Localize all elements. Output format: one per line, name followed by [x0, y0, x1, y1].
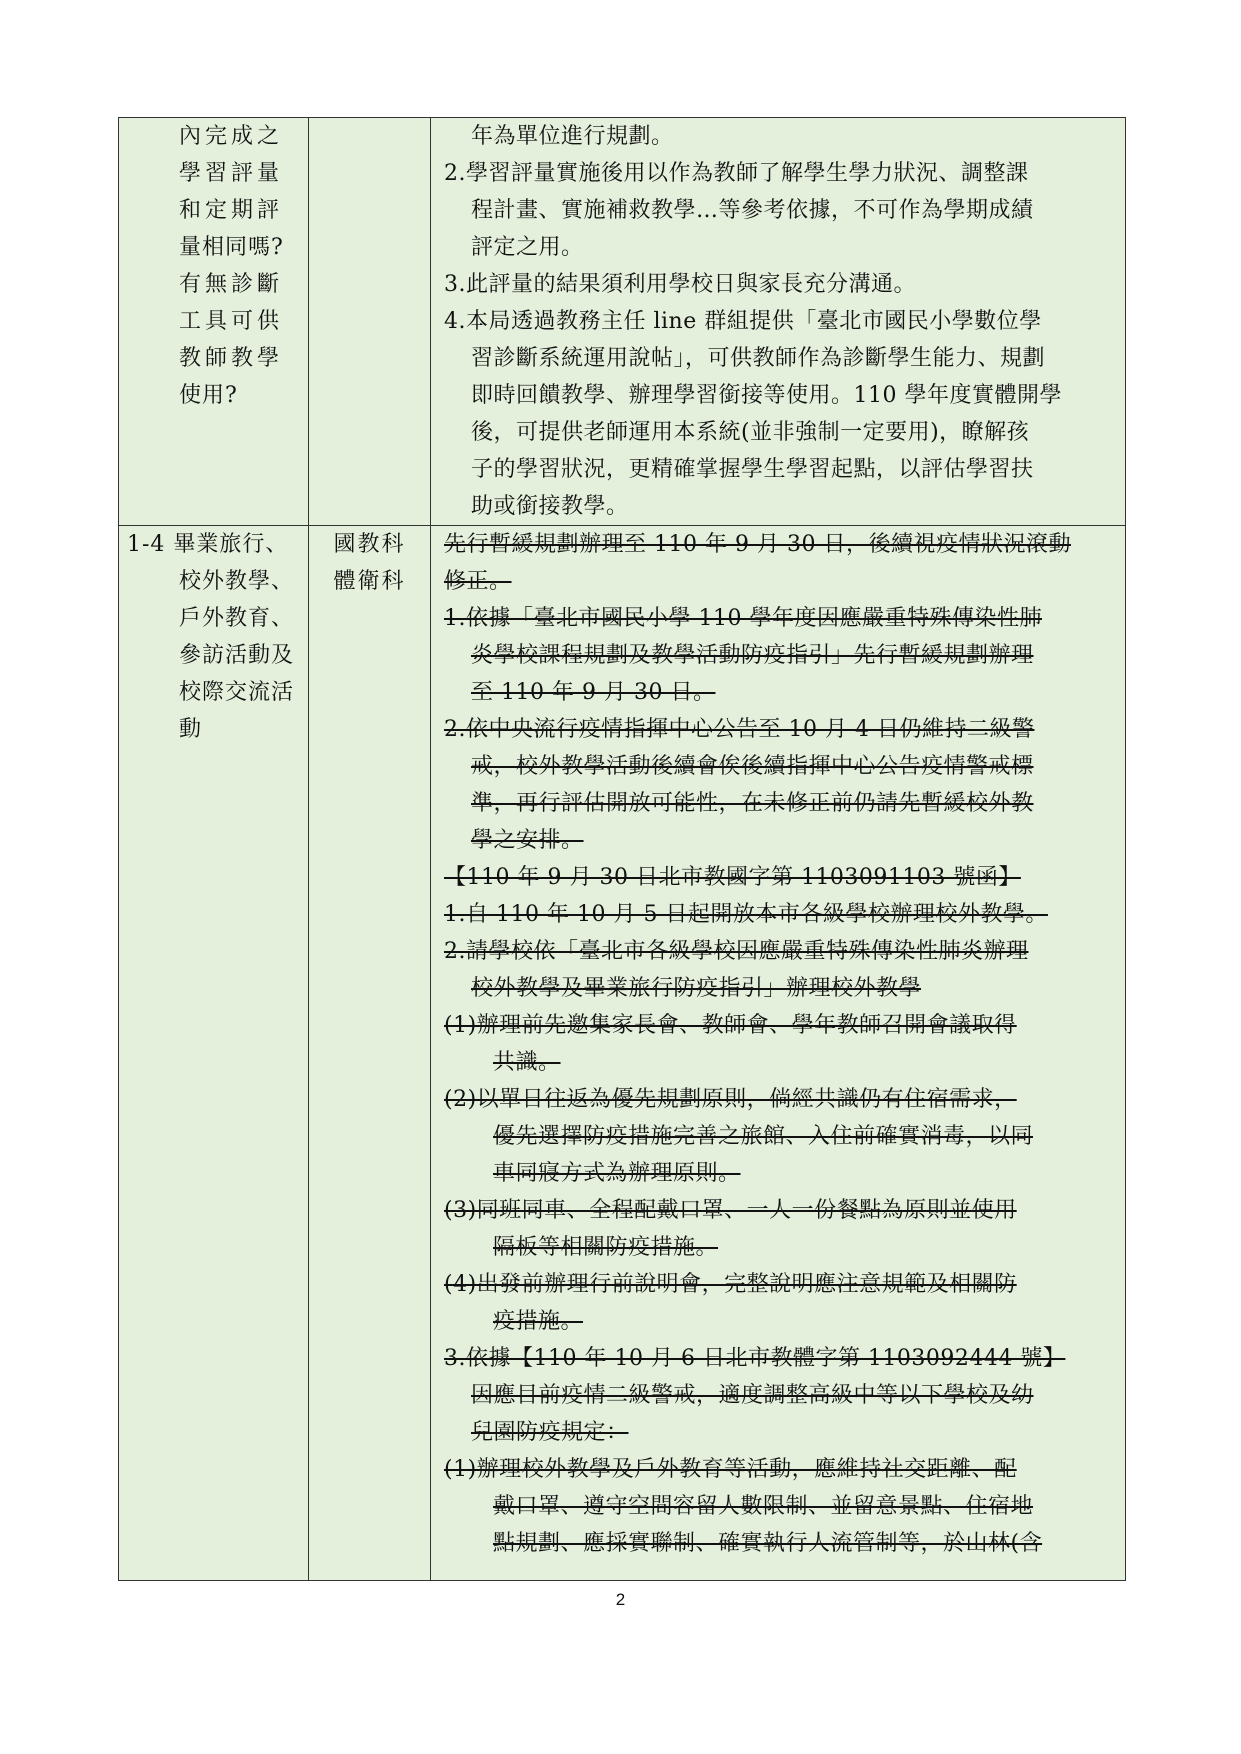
question-line: 教師教學 [179, 346, 284, 371]
answer-line: 疫措施。 [493, 1309, 584, 1334]
table-row [119, 118, 1126, 526]
question-cell [119, 526, 309, 1581]
answer-line: 1.自 110 年 10 月 5 日起開放本市各級學校辦理校外教學。 [444, 902, 1048, 927]
answer-line: 隔板等相關防疫措施。 [493, 1235, 719, 1260]
answer-line: 共識。 [493, 1050, 561, 1075]
answer-line: 準，再行評估開放可能性，在未修正前仍請先暫緩校外教 [471, 791, 1034, 816]
department-line: 體衛科 [333, 569, 406, 594]
answer-line: 車同寢方式為辦理原則。 [493, 1161, 741, 1186]
answer-line: 點規劃、應採實聯制、確實執行人流管制等，於山林(含 [493, 1531, 1043, 1556]
answer-line: 炎學校課程規劃及教學活動防疫指引」先行暫緩規劃辦理 [471, 643, 1034, 668]
answer-line: 評定之用。 [471, 235, 584, 260]
question-line: 和定期評 [179, 198, 284, 223]
question-line: 校際交流活 [179, 680, 295, 705]
answer-line: 助或銜接教學。 [471, 494, 629, 519]
question-line: 校外教學、 [179, 569, 295, 594]
question-line: 戶外教育、 [179, 606, 295, 631]
answer-line: 戒，校外教學活動後續會俟後續指揮中心公告疫情警戒標 [471, 754, 1034, 779]
answer-line: 優先選擇防疫措施完善之旅館、入住前確實消毒，以同 [493, 1124, 1034, 1149]
answer-line: 因應目前疫情二級警戒，適度調整高級中等以下學校及幼 [471, 1383, 1034, 1408]
question-cell [119, 118, 309, 526]
question-line: 動 [179, 717, 203, 742]
answer-line: 2.學習評量實施後用以作為教師了解學生學力狀況、調整課 [444, 161, 1029, 186]
answer-line: (3)同班同車、全程配戴口罩、一人一份餐點為原則並使用 [444, 1198, 1017, 1223]
answer-line: 先行暫緩規劃辦理至 110 年 9 月 30 日，後續視疫情狀況滾動 [444, 532, 1071, 557]
answer-line: (1)辦理前先邀集家長會、教師會、學年教師召開會議取得 [444, 1013, 1017, 1038]
question-line: 量相同嗎? [179, 235, 284, 260]
answer-line: 4.本局透過教務主任 line 群組提供「臺北市國民小學數位學 [444, 309, 1042, 334]
question-line: 工具可供 [179, 309, 284, 334]
answer-line: 即時回饋教學、辦理學習銜接等使用。110 學年度實體開學 [471, 383, 1062, 408]
answer-line: 年為單位進行規劃。 [471, 124, 674, 149]
answer-line: 後，可提供老師運用本系統(並非強制一定要用)，瞭解孩 [471, 420, 1030, 445]
table-row [119, 526, 1126, 1581]
answer-line: 程計畫、實施補救教學…等參考依據，不可作為學期成績 [471, 198, 1034, 223]
answer-cell [431, 118, 1126, 526]
answer-line: 學之安排。 [471, 828, 584, 853]
answer-line: 習診斷系統運用說帖」，可供教師作為診斷學生能力、規劃 [471, 346, 1046, 371]
answer-line: (4)出發前辦理行前說明會，完整說明應注意規範及相關防 [444, 1272, 1017, 1297]
question-line: 使用? [179, 383, 238, 408]
question-line: 參訪活動及 [179, 643, 295, 668]
answer-line: 修正。 [444, 569, 512, 594]
answer-line: (2)以單日往返為優先規劃原則，倘經共識仍有住宿需求， [444, 1087, 1017, 1112]
answer-line: 2.依中央流行疫情指揮中心公告至 10 月 4 日仍維持二級警 [444, 717, 1035, 742]
answer-line: 兒園防疫規定： [471, 1420, 629, 1445]
answer-line: 至 110 年 9 月 30 日。 [471, 680, 716, 705]
answer-cell [431, 526, 1126, 1581]
department-cell [309, 526, 431, 1581]
answer-line: 校外教學及畢業旅行防疫指引」辦理校外教學 [471, 976, 922, 1001]
answer-line: 【110 年 9 月 30 日北市教國字第 1103091103 號函】 [444, 865, 1021, 890]
qa-table [118, 117, 1126, 1581]
answer-line: 戴口罩、遵守空間容留人數限制、並留意景點、住宿地 [493, 1494, 1034, 1519]
question-line: 內完成之 [179, 124, 284, 149]
question-line: 1-4 畢業旅行、 [127, 532, 289, 557]
answer-line: 1.依據「臺北市國民小學 110 學年度因應嚴重特殊傳染性肺 [444, 606, 1042, 631]
answer-line: 3.依據【110 年 10 月 6 日北市教體字第 1103092444 號】 [444, 1346, 1066, 1371]
department-cell [309, 118, 431, 526]
answer-line: 2.請學校依「臺北市各級學校因應嚴重特殊傳染性肺炎辦理 [444, 939, 1029, 964]
question-line: 學習評量 [179, 161, 284, 186]
answer-line: (1)辦理校外教學及戶外教育等活動，應維持社交距離、配 [444, 1457, 1017, 1482]
answer-line: 子的學習狀況，更精確掌握學生學習起點，以評估學習扶 [471, 457, 1034, 482]
answer-line: 3.此評量的結果須利用學校日與家長充分溝通。 [444, 272, 916, 297]
question-line: 有無診斷 [179, 272, 284, 297]
department-line: 國教科 [333, 532, 406, 557]
page-number: 2 [615, 1590, 626, 1609]
